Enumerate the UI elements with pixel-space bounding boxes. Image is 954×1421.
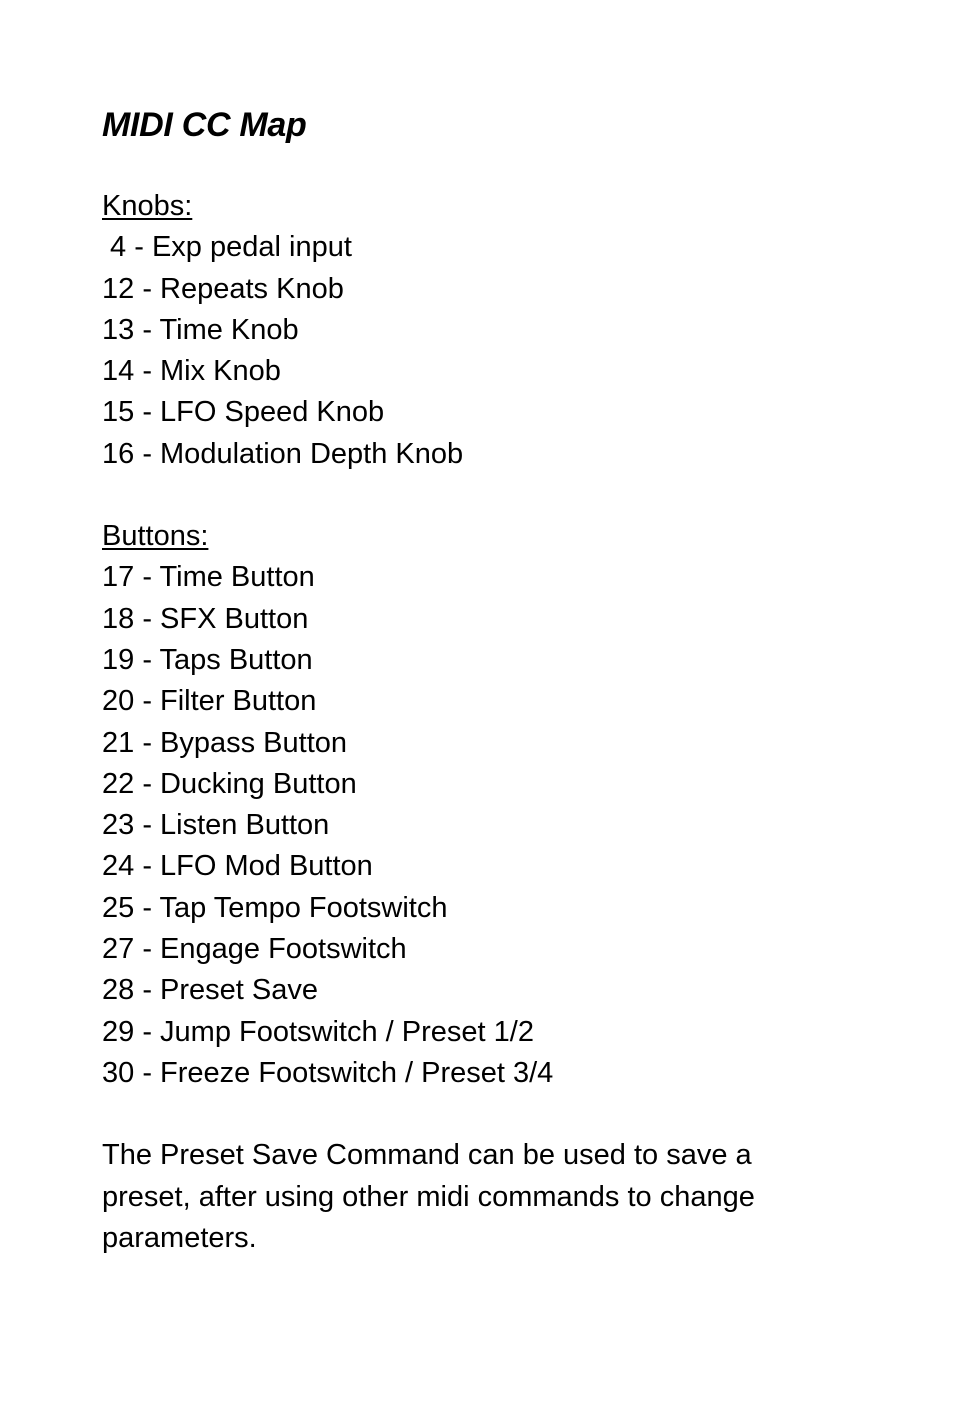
button-item-filter: 20 - Filter Button: [102, 685, 317, 718]
button-item-tap-tempo: 25 - Tap Tempo Footswitch: [102, 891, 448, 924]
page-title: MIDI CC Map: [102, 106, 307, 144]
knob-item-exp-pedal: 4 - Exp pedal input: [102, 231, 352, 264]
knob-item-lfo-speed: 15 - LFO Speed Knob: [102, 396, 385, 429]
button-item-taps: 19 - Taps Button: [102, 643, 313, 676]
button-item-freeze: 30 - Freeze Footswitch / Preset 3/4: [102, 1056, 554, 1089]
knob-item-repeats: 12 - Repeats Knob: [102, 272, 344, 305]
knob-item-modulation-depth: 16 - Modulation Depth Knob: [102, 437, 464, 470]
document-content: [102, 104, 862, 1260]
button-item-listen: 23 - Listen Button: [102, 809, 330, 842]
button-item-preset-save: 28 - Preset Save: [102, 974, 318, 1007]
button-item-jump: 29 - Jump Footswitch / Preset 1/2: [102, 1015, 534, 1048]
knob-item-time: 13 - Time Knob: [102, 313, 299, 346]
preset-save-note: The Preset Save Command can be used to save a preset, after using other midi commands to change parameters.: [102, 1139, 755, 1255]
button-item-bypass: 21 - Bypass Button: [102, 726, 348, 759]
button-item-engage: 27 - Engage Footswitch: [102, 933, 407, 966]
buttons-section: [102, 516, 862, 1094]
knobs-heading: Knobs:: [102, 190, 193, 222]
buttons-heading: Buttons:: [102, 520, 209, 553]
button-item-lfo-mod: 24 - LFO Mod Button: [102, 850, 373, 883]
buttons-list: [102, 557, 862, 1094]
knobs-section: [102, 186, 862, 475]
knob-item-mix: 14 - Mix Knob: [102, 355, 281, 388]
button-item-sfx: 18 - SFX Button: [102, 602, 309, 635]
knobs-list: [102, 227, 862, 475]
button-item-ducking: 22 - Ducking Button: [102, 767, 357, 800]
button-item-time: 17 - Time Button: [102, 561, 315, 594]
